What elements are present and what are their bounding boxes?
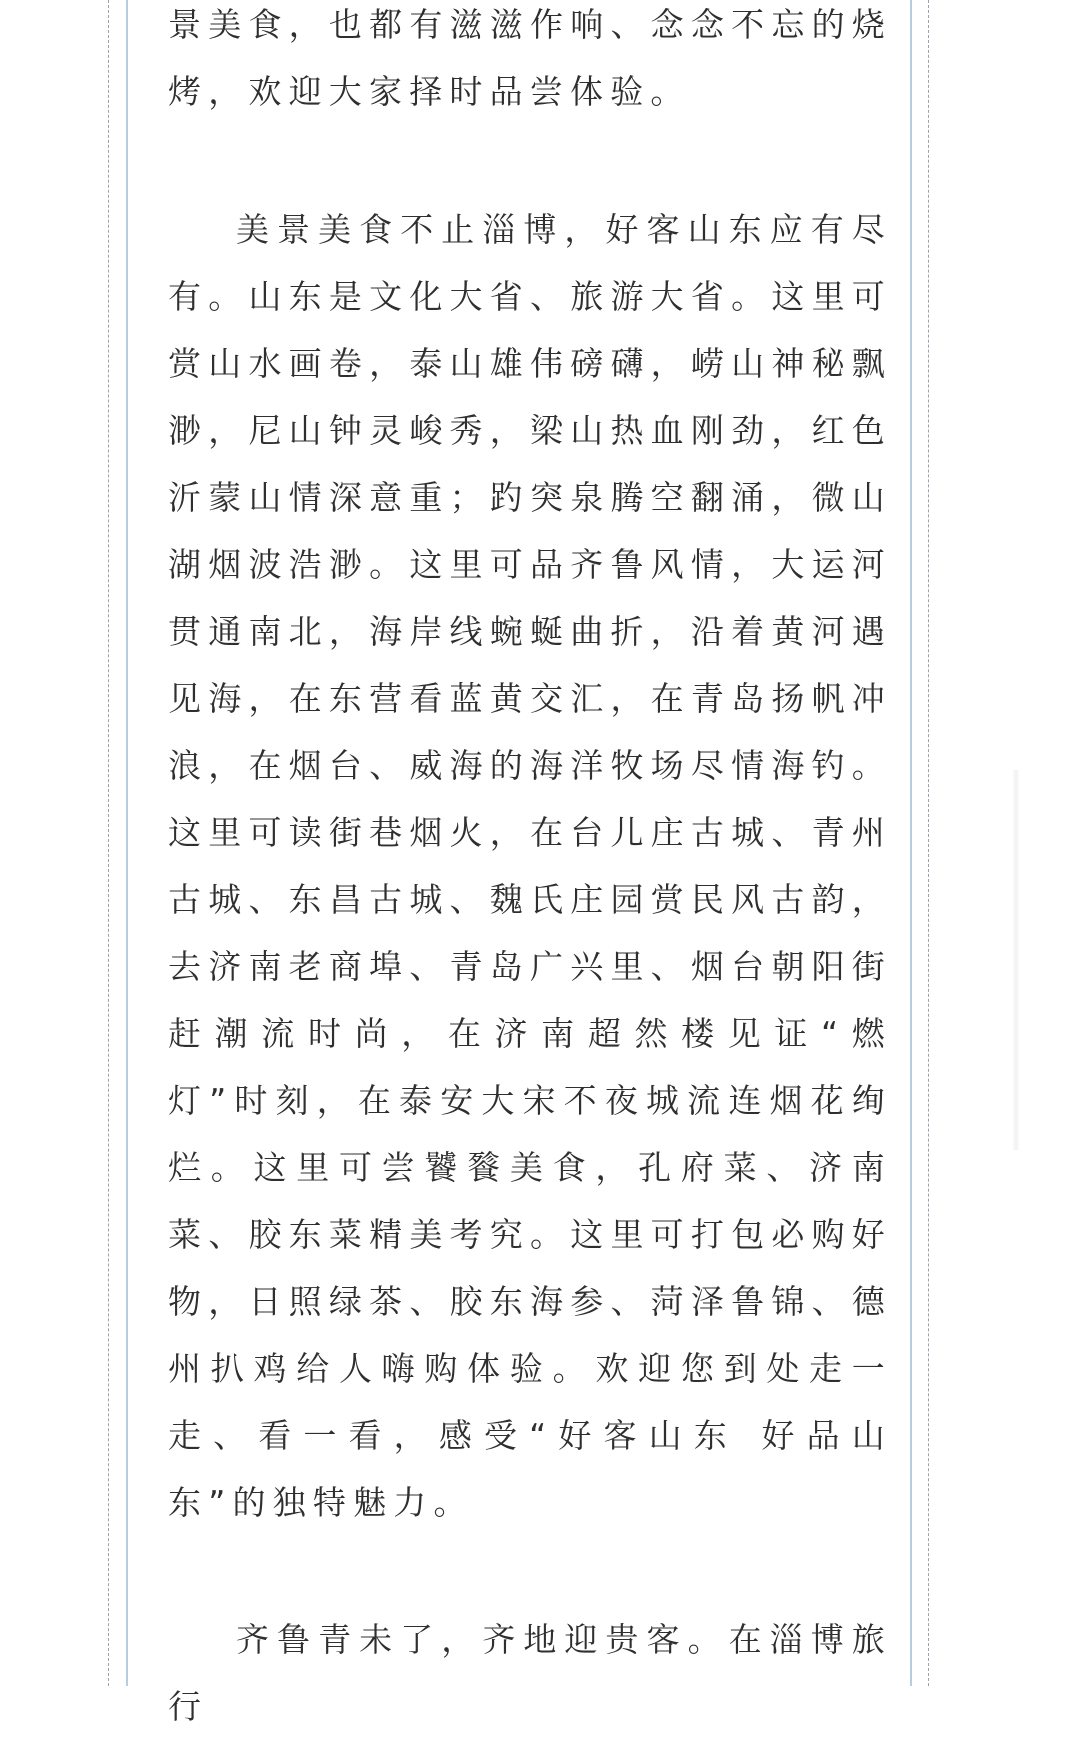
frame-outer-left-border [108, 0, 109, 1686]
frame-inner-right-border [910, 0, 912, 1686]
article-paragraph: 齐鲁青未了，齐地迎贵客。在淄博旅行 [168, 1620, 892, 1726]
frame-outer-right-border [928, 0, 929, 1686]
scroll-edge-shadow [1012, 770, 1020, 1150]
article-paragraph: 景美食，也都有滋滋作响、念念不忘的烧烤，欢迎大家择时品尝体验。 [168, 5, 892, 111]
article-paragraph: 美景美食不止淄博，好客山东应有尽有。山东是文化大省、旅游大省。这里可赏山水画卷，泰山雄伟磅礴，崂山神秘飘渺，尼山钟灵峻秀，梁山热血刚劲，红色沂蒙山情深意重；趵突泉腾空翻涌，微山湖烟波浩渺。这里可品齐鲁风情，大运河贯通南北，海岸线蜿蜒曲折，沿着黄河遇见海，在东营看蓝黄交汇，在青岛扬帆冲浪，在烟台、威海的海洋牧场尽情海钓。这里可读街巷烟火，在台儿庄古城、青州古城、东昌古城、魏氏庄园赏民风古韵，去济南老商埠、青岛广兴里、烟台朝阳街赶潮流时尚，在济南超然楼见证“燃灯”时刻，在泰安大宋不夜城流连烟花绚烂。这里可尝饕餮美食，孔府菜、济南菜、胶东菜精美考究。这里可打包必购好物，日照绿茶、胶东海参、菏泽鲁锦、德州扒鸡给人嗨购体验。欢迎您到处走一走、看一看，感受“好客山东 好品山东”的独特魅力。 [168, 210, 892, 1522]
frame-inner-left-border [126, 0, 128, 1686]
